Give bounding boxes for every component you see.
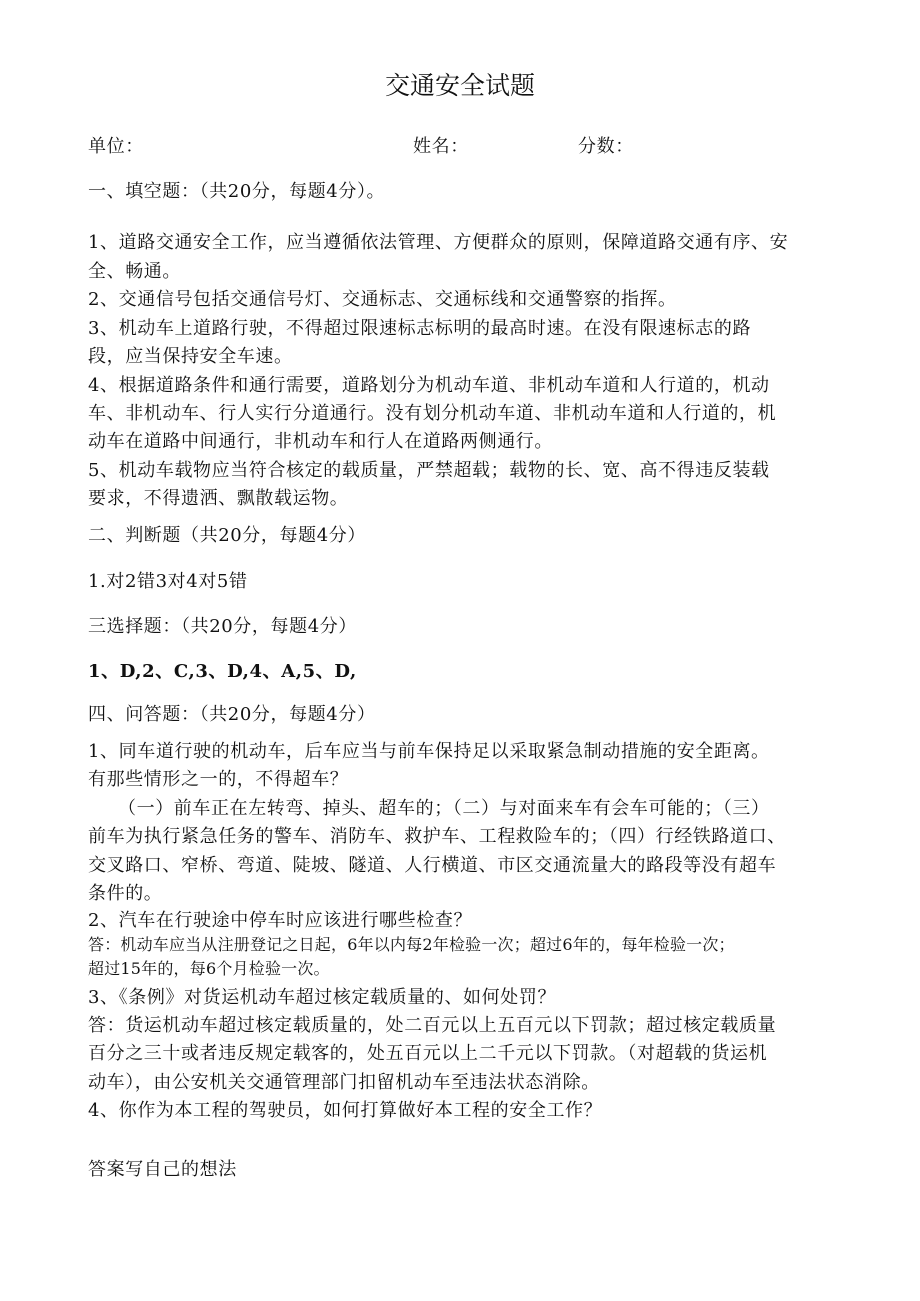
fill-line: 4、根据道路条件和通行需要，道路划分为机动车道、非机动车道和人行道的，机动 [88,375,770,396]
score-label: 分数： [578,136,634,157]
fill-line: 要求，不得遗洒、飘散载运物。 [88,488,349,509]
qa-answer-line: 答：货运机动车超过核定载质量的，处二百元以上五百元以下罚款；超过核定载质量 [88,1015,777,1036]
qa-line: 有那些情形之一的，不得超车？ [88,769,349,790]
fill-line: 车、非机动车、行人实行分道通行。没有划分机动车道、非机动车道和人行道的，机 [88,403,777,424]
qa-line: 4、你作为本工程的驾驶员，如何打算做好本工程的安全工作？ [88,1100,603,1121]
qa-line: 条件的。 [88,883,163,904]
section-judge-heading: 二、判断题（共20分，每题4分） [88,525,366,546]
qa-line: 交叉路口、窄桥、弯道、陡坡、隧道、人行横道、市区交通流量大的路段等没有超车 [88,855,777,876]
qa-line: 1、同车道行驶的机动车，后车应当与前车保持足以采取紧急制动措施的安全距离。 [88,741,770,762]
choice-answer: 1、D,2、C,3、D,4、A,5、D, [88,661,357,682]
section-fill-heading: 一、填空题：（共20分，每题4分）。 [88,181,386,202]
fill-line: 全、畅通。 [88,261,181,282]
qa-line: （一）前车正在左转弯、掉头、超车的；（二）与对面来车有会车可能的；（三） [118,798,770,819]
qa-line: 前车为执行紧急任务的警车、消防车、救护车、工程救险车的；（四）行经铁路道口、 [88,826,786,847]
fill-line: 3、机动车上道路行驶，不得超过限速标志标明的最高时速。在没有限速标志的路 [88,318,752,339]
section-qa-heading: 四、问答题：（共20分，每题4分） [88,704,376,725]
qa-line: 2、汽车在行驶途中停车时应该进行哪些检查？ [88,910,473,931]
fill-line: 段，应当保持安全车速。 [88,346,293,367]
footer-note: 答案写自己的想法 [88,1159,237,1180]
fill-line: 5、机动车载物应当符合核定的载质量，严禁超载；载物的长、宽、高不得违反装载 [88,460,770,481]
qa-answer-line: 答：机动车应当从注册登记之日起，6年以内每2年检验一次；超过6年的，每年检验一次； [88,935,735,954]
unit-label: 单位： [88,136,144,157]
judge-answer: 1.对2错3对4对5错 [88,571,248,592]
section-choice-heading: 三选择题：（共20分，每题4分） [88,616,357,637]
qa-answer-line: 动车），由公安机关交通管理部门扣留机动车至违法状态消除。 [88,1072,600,1093]
fill-line: 动车在道路中间通行，非机动车和行人在道路两侧通行。 [88,431,553,452]
name-label: 姓名： [413,136,469,157]
fill-line: 2、交通信号包括交通信号灯、交通标志、交通标线和交通警察的指挥。 [88,289,677,310]
qa-line: 3、《条例》对货运机动车超过核定载质量的、如何处罚？ [88,987,557,1008]
qa-answer-line: 百分之三十或者违反规定载客的，处五百元以上二千元以下罚款。（对超载的货运机 [88,1043,768,1064]
fill-line: 1、道路交通安全工作，应当遵循依法管理、方便群众的原则，保障道路交通有序、安 [88,232,789,253]
qa-answer-line: 超过15年的，每6个月检验一次。 [88,959,330,978]
document-title: 交通安全试题 [384,71,535,100]
